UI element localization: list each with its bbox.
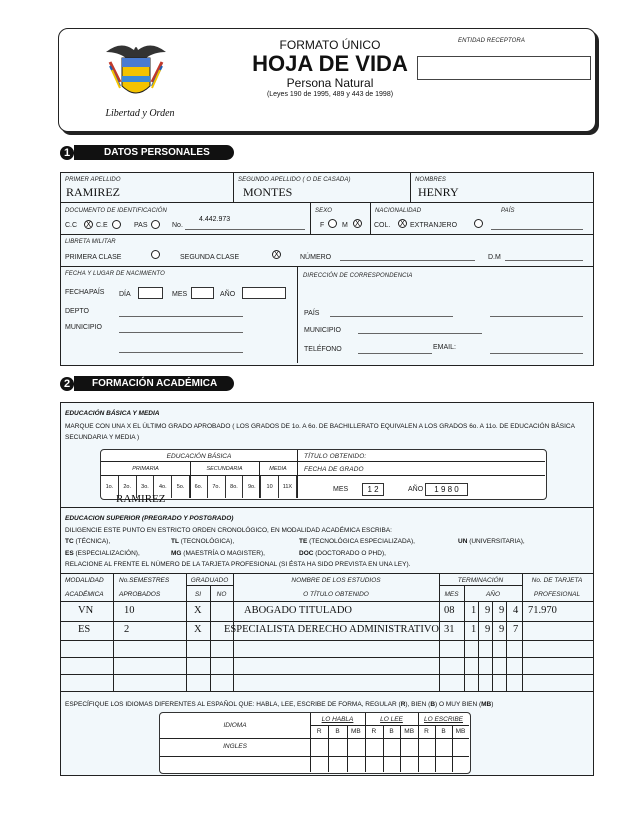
col-label: COL. (374, 222, 391, 229)
level-header: R (316, 728, 322, 735)
th-si: SI (194, 591, 202, 598)
primera-clase-label: PRIMERA CLASE (65, 254, 122, 261)
modalidad-item (65, 538, 110, 545)
idioma-row-1[interactable]: INGLES (223, 743, 247, 750)
th-profesional: PROFESIONAL (533, 591, 581, 598)
section1-title (74, 145, 234, 160)
modalidad-code: ES (65, 550, 74, 557)
section1-title-text: DATOS PERSONALES (104, 147, 210, 158)
grado-ano-value: 1 9 8 0 (434, 485, 459, 494)
row-graduado-si[interactable]: X (194, 624, 202, 635)
th-no: NO (216, 591, 227, 598)
dia-label: DÍA (119, 291, 131, 298)
th-titulo-obtenido: O TÍTULO OBTENIDO (303, 591, 369, 598)
page-subtitle: Persona Natural (286, 76, 374, 90)
cc-mark: X (85, 220, 92, 229)
primera-clase-option[interactable] (151, 250, 160, 259)
th-graduado: GRADUADO (190, 577, 229, 584)
grado-mes-field[interactable] (362, 483, 384, 496)
grade-cell[interactable]: 9o. (243, 476, 261, 498)
th-academica: ACADÉMICA (65, 591, 104, 598)
row-tarjeta[interactable]: 71.970 (528, 605, 557, 616)
segunda-clase-label: SEGUNDA CLASE (180, 254, 240, 261)
m-label: M (342, 222, 348, 229)
primer-apellido-label: PRIMER APELLIDO (65, 177, 121, 183)
modalidad-item (171, 550, 265, 557)
level-header: MB (455, 728, 466, 735)
level-divider (347, 726, 348, 772)
sexo-label: SEXO (315, 208, 333, 214)
nombres-label: NOMBRES (415, 177, 447, 183)
entidad-receptora-field[interactable] (417, 56, 591, 80)
level-header: B (335, 728, 340, 735)
th-mes: MES (444, 591, 459, 598)
ano-label: AÑO (220, 291, 236, 298)
corr-pais-label: PAÍS (304, 310, 320, 317)
idiomas-mb: MB (481, 701, 492, 708)
coat-of-arms-logo (96, 38, 176, 118)
row-ano-digit[interactable]: 1 (471, 624, 477, 635)
row-modalidad[interactable]: ES (78, 624, 91, 635)
mes-label: MES (172, 291, 188, 298)
row-nombre[interactable]: ESPECIALISTA DERECHO ADMINISTRATIVO (224, 624, 439, 635)
segundo-apellido-value[interactable]: MONTES (243, 185, 293, 199)
idiomas-instr-d: ) (491, 701, 494, 708)
row-mes[interactable]: 31 (444, 624, 455, 635)
media-label: MEDIA (269, 466, 287, 472)
idiomas-instr-c: ) O MUY BIEN ( (435, 701, 482, 708)
level-divider (383, 726, 384, 772)
col-mark: X (399, 219, 406, 228)
row-ano-digit[interactable]: 9 (485, 624, 491, 635)
telefono-label: TELÉFONO (304, 346, 342, 353)
row-nombre[interactable]: ABOGADO TITULADO (244, 605, 353, 616)
grade-cell[interactable]: 3o. (137, 476, 155, 498)
idiomas-instr-b: ), BIEN ( (405, 701, 431, 708)
modalidad-item (299, 538, 415, 545)
row-ano-digit[interactable]: 1 (471, 605, 477, 616)
idiomas-instr (65, 701, 493, 708)
depto-label: DEPTO (65, 308, 89, 315)
m-option[interactable] (353, 219, 362, 228)
primer-apellido-value[interactable]: RAMIREZ (66, 185, 120, 199)
idiomas-r: R (400, 701, 406, 708)
grade-cell[interactable]: 1o. (101, 476, 119, 498)
m-mark: X (354, 219, 361, 228)
entidad-receptora-label: ENTIDAD RECEPTORA (458, 38, 525, 44)
corr-municipio-label: MUNICIPIO (304, 327, 341, 334)
f-option[interactable] (328, 219, 337, 228)
pais-label-top: PAÍS (501, 208, 515, 214)
f-label: F (320, 222, 325, 229)
grade-cell[interactable]: 11X (279, 476, 297, 498)
secundaria-label: SECUNDARIA (206, 466, 243, 472)
grade-cell[interactable]: 6o. (190, 476, 208, 498)
municipio-label: MUNICIPIO (65, 324, 102, 331)
section1-number: 1 (60, 146, 74, 160)
segunda-clase-option[interactable] (272, 250, 281, 259)
modalidad-desc: (UNIVERSITARIA), (467, 538, 525, 545)
th-no-semestres: No.SEMESTRES (119, 577, 170, 584)
th-terminacion: TERMINACIÓN (457, 577, 504, 584)
grade-cell[interactable]: 7o. (208, 476, 226, 498)
th-nombre-estudios: NOMBRE DE LOS ESTUDIOS (291, 577, 381, 584)
row-semestres[interactable]: 10 (124, 605, 135, 616)
modalidad-desc: (MAESTRÍA O MAGISTER), (181, 550, 265, 557)
level-header: R (371, 728, 377, 735)
modalidad-desc: (TECNOLÓGICA ESPECIALIZADA), (307, 538, 415, 545)
segunda-clase-mark: X (273, 250, 280, 259)
pas-option[interactable] (151, 220, 160, 229)
row-semestres[interactable]: 2 (124, 624, 130, 635)
idiomas-b: B (430, 701, 436, 708)
row-ano-digit[interactable]: 4 (513, 605, 519, 616)
modalidad-code: TC (65, 538, 74, 545)
lo-escribe-label: LO ESCRIBE (423, 716, 463, 723)
level-divider (435, 726, 436, 772)
relacione-text: RELACIONE AL FRENTE EL NÚMERO DE LA TARJETA PROFESIONAL (SI ÉSTA HA SIDO PREVISTA EN UNA LEY). (65, 561, 411, 568)
mes-field[interactable] (191, 287, 214, 299)
level-divider (452, 726, 453, 772)
nacionalidad-label: NACIONALIDAD (375, 208, 422, 214)
modalidad-desc: (DOCTORADO O PHD), (313, 550, 386, 557)
modalidad-item (171, 538, 234, 545)
laws-text: (Leyes 190 de 1995, 489 y 443 de 1998) (266, 91, 394, 98)
grade-cell[interactable]: 2o. (119, 476, 137, 498)
documento-numero[interactable]: 4.442.973 (199, 216, 231, 223)
row-ano-digit[interactable]: 9 (499, 624, 505, 635)
modalidad-code: DOC (299, 550, 314, 557)
nombres-value[interactable]: HENRY (418, 185, 459, 199)
section2-number: 2 (60, 377, 74, 391)
modalidad-code: UN (458, 538, 468, 545)
th-modalidad: MODALIDAD (65, 577, 104, 584)
primaria-label: PRIMARIA (132, 466, 159, 472)
row-ano-digit[interactable]: 7 (513, 624, 519, 635)
ano-field[interactable] (242, 287, 286, 299)
idiomas-instr-a: ESPECÍFIQUE LOS IDIOMAS DIFERENTES AL ESPAÑOL QUE: HABLA, LEE, ESCRIBE DE FORMA, REGULAR ( (65, 701, 401, 708)
modalidad-item (458, 538, 525, 545)
fecha-label: FECHA (65, 289, 89, 296)
grade-cell[interactable]: 5o. (172, 476, 190, 498)
correspondencia-label: DIRECCIÓN DE CORRESPONDENCIA (303, 273, 413, 279)
cc-label: C.C (65, 222, 78, 229)
basica-instructions: MARQUE CON UNA X EL ÚLTIMO GRADO APROBADO ( LOS GRADOS DE 1o. A 6o. DE BACHILLERATO EQUIVALEN A LOS GRADOS 6o. A 11o. DE EDUCACIÓN BÁSICA SECUNDARIA Y MEDIA ) (65, 423, 575, 441)
row-ano-digit[interactable]: 9 (499, 605, 505, 616)
section2-title (74, 376, 234, 391)
th-aprobados: APROBADOS (119, 591, 161, 598)
fecha-pais-label: PAÍS (89, 289, 105, 296)
row-ano-digit[interactable]: 9 (485, 605, 491, 616)
modalidad-code: TL (171, 538, 179, 545)
superior-instr: DILIGENCIE ESTE PUNTO EN ESTRICTO ORDEN CRONOLÓGICO, EN MODALIDAD ACADÉMICA ESCRIBA: (65, 527, 392, 534)
idioma-label: IDIOMA (223, 722, 247, 729)
logo-motto: Libertad y Orden (105, 108, 175, 119)
grado-ano-label: AÑO (408, 486, 424, 493)
grade-cell[interactable]: 8o. (226, 476, 244, 498)
stray-text: RAMIREZ (116, 493, 166, 505)
lo-habla-label: LO HABLA (321, 716, 354, 723)
grado-mes-value: 1 2 (367, 485, 379, 494)
modalidad-item (65, 550, 140, 557)
extranjero-label: EXTRANJERO (410, 222, 458, 229)
row-modalidad[interactable]: VN (78, 605, 94, 616)
modalidad-desc: (ESPECIALIZACIÓN), (73, 550, 140, 557)
level-header: B (389, 728, 394, 735)
formato-label: FORMATO ÚNICO (279, 38, 381, 52)
dm-label: D.M (488, 254, 501, 261)
ce-label: C.E (96, 222, 108, 229)
modalidad-desc: (TECNOLÓGICA), (178, 538, 235, 545)
basica-title: EDUCACIÓN BÁSICA Y MEDIA (65, 410, 160, 417)
extranjero-option[interactable] (474, 219, 483, 228)
basica-header: EDUCACIÓN BÁSICA (166, 453, 232, 460)
modalidad-code: TE (299, 538, 308, 545)
numero-label: NÚMERO (300, 254, 332, 261)
section2-title-text: FORMACIÓN ACADÉMICA (92, 378, 218, 389)
grade-cell[interactable]: 10 (261, 476, 279, 498)
documento-label: DOCUMENTO DE IDENTIFICACIÓN (65, 208, 167, 214)
modalidad-code: MG (171, 550, 182, 557)
fecha-grado-label: FECHA DE GRADO (304, 466, 364, 473)
col-option[interactable] (398, 219, 407, 228)
th-ano: AÑO (485, 591, 501, 598)
th-no-tarjeta: No. DE TARJETA (531, 577, 583, 584)
nacimiento-label: FECHA Y LUGAR DE NACIMIENTO (65, 271, 165, 277)
grade-cell[interactable]: 4o. (154, 476, 172, 498)
row-graduado-si[interactable]: X (194, 605, 202, 616)
dia-field[interactable] (138, 287, 163, 299)
cc-option[interactable] (84, 220, 93, 229)
level-header: MB (350, 728, 361, 735)
no-label: No. (172, 222, 183, 229)
level-header: B (441, 728, 446, 735)
libreta-label: LIBRETA MILITAR (65, 239, 116, 245)
pas-label: PAS (134, 222, 148, 229)
level-header: MB (404, 728, 415, 735)
grado-mes-label: MES (333, 486, 349, 493)
page-title: HOJA DE VIDA (252, 51, 408, 76)
titulo-obtenido-label: TÍTULO OBTENIDO: (304, 453, 367, 460)
segundo-apellido-label: SEGUNDO APELLIDO ( O DE CASADA) (238, 177, 351, 183)
level-divider (400, 726, 401, 772)
row-mes[interactable]: 08 (444, 605, 455, 616)
level-header: R (424, 728, 429, 735)
grado-ano-field[interactable] (425, 483, 468, 496)
ce-option[interactable] (112, 220, 121, 229)
level-divider (328, 726, 329, 772)
lo-lee-label: LO LEE (380, 716, 403, 723)
email-label: EMAIL: (433, 344, 456, 351)
modalidad-desc: (TÉCNICA), (73, 538, 111, 545)
superior-title: EDUCACION SUPERIOR (PREGRADO Y POSTGRADO) (65, 515, 234, 522)
modalidad-item (299, 550, 386, 557)
